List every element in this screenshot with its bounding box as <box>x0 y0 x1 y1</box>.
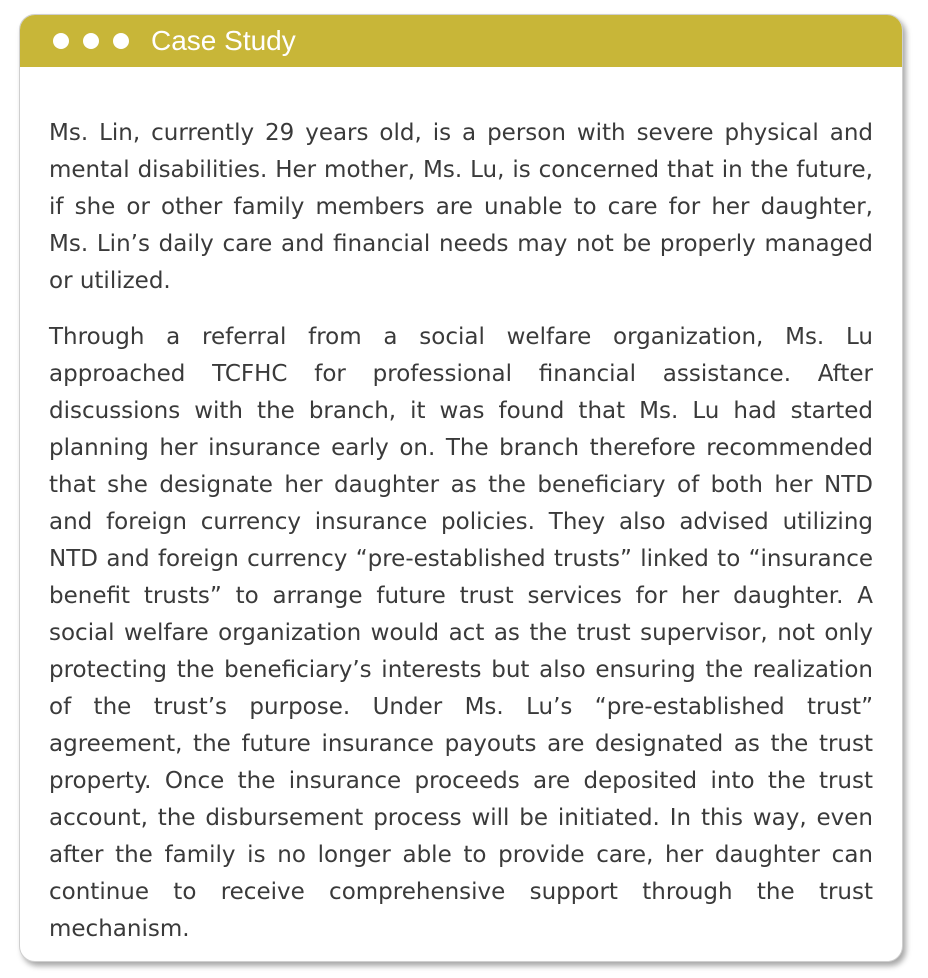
dot-icon <box>83 33 99 49</box>
paragraph-1: Ms. Lin, currently 29 years old, is a person with severe physical and mental disabilities. Her mother, Ms. Lu, is concerned that in the future, if she or other family members are unable to care for her daughter, Ms. Lin’s daily care and financial needs may not be properly managed or utilized. <box>49 120 873 294</box>
case-study-card <box>19 14 903 962</box>
case-study-body <box>20 67 902 948</box>
paragraph-2: Through a referral from a social welfare organization, Ms. Lu approached TCFHC for professional financial assistance. After discussions with the branch, it was found that Ms. Lu had started planning her insurance early on. The branch therefore recommended that she designate her daughter as the beneficiary of both her NTD and foreign currency insurance policies. They also advised utilizing NTD and foreign currency “pre-established trusts” linked to “insurance benefit trusts” to arrange future trust services for her daughter. A social welfare organization would act as the trust supervisor, not only protecting the beneficiary’s interests but also ensuring the realization of the trust’s purpose. Under Ms. Lu’s “pre-established trust” agreement, the future insurance payouts are designated as the trust property. Once the insurance proceeds are deposited into the trust account, the disbursement process will be initiated. In this way, even after the family is no longer able to provide care, her daughter can continue to receive comprehensive support through the trust mechanism. <box>49 324 873 942</box>
header-dots <box>53 33 129 49</box>
case-study-header <box>20 15 902 67</box>
case-study-title: Case Study <box>151 25 296 56</box>
dot-icon <box>113 33 129 49</box>
dot-icon <box>53 33 69 49</box>
